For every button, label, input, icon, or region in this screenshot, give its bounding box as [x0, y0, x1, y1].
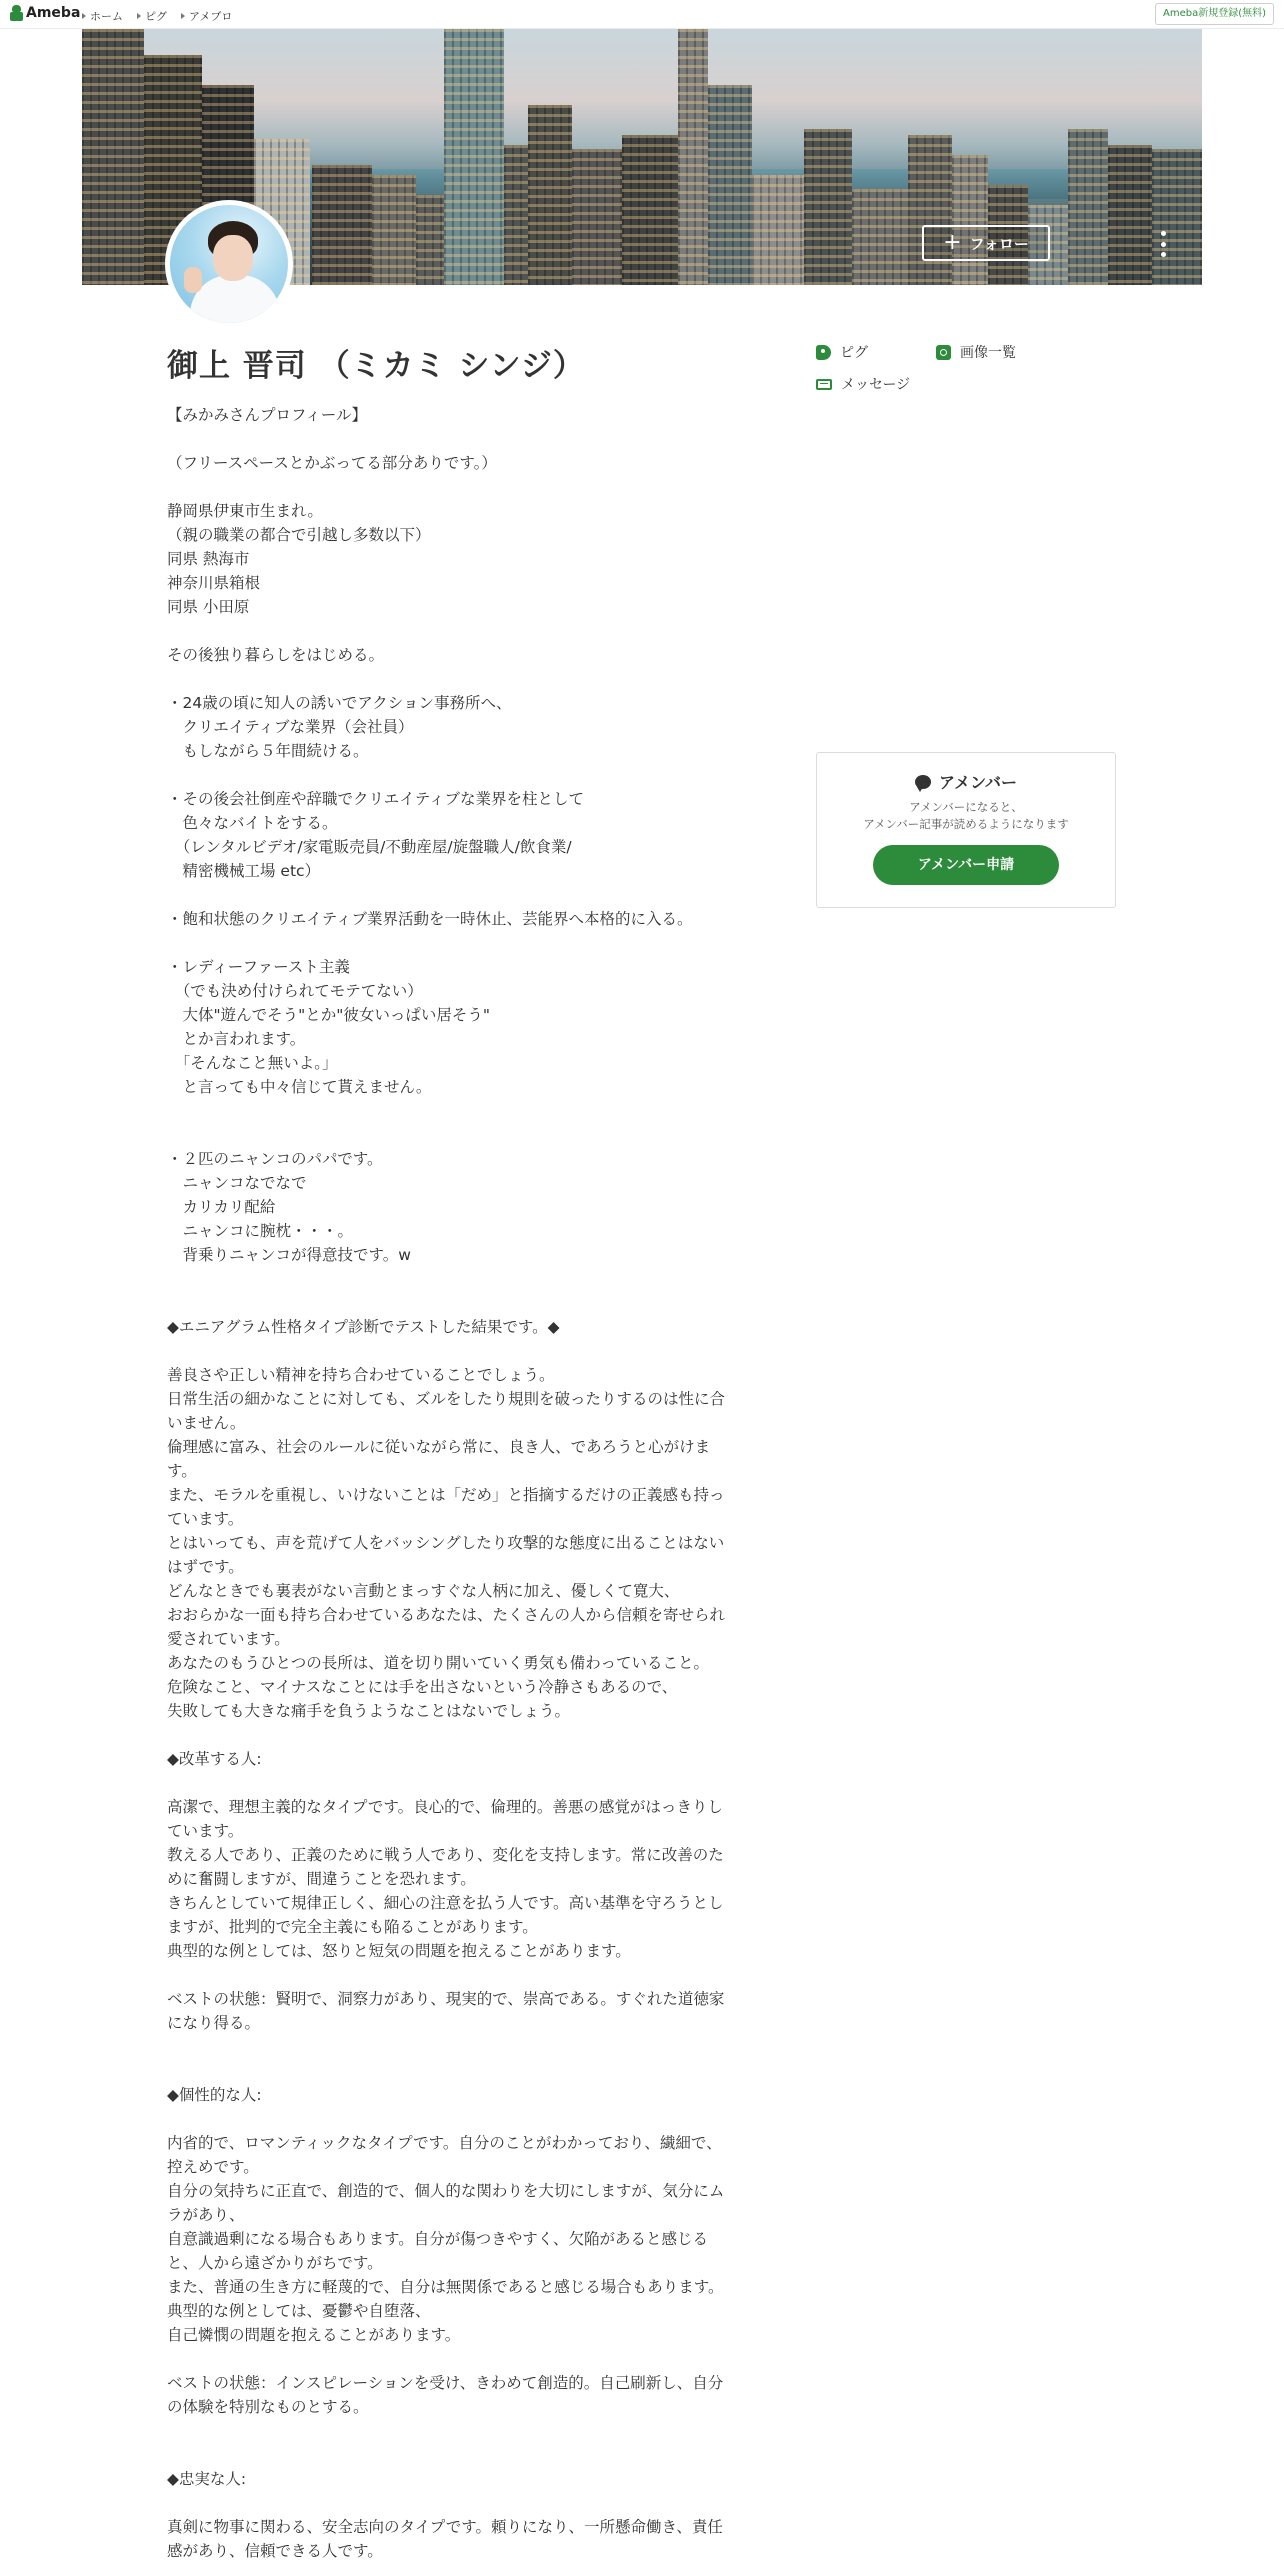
banner-building [752, 175, 804, 285]
nav-home-label: ホーム [90, 10, 123, 23]
top-nav [82, 8, 232, 24]
profile-name: 御上 晋司 （ミカミ シンジ） [167, 348, 585, 384]
nav-pigg[interactable] [137, 8, 167, 24]
banner-building [952, 155, 988, 285]
camera-icon [936, 345, 951, 360]
profile-text: 【みかみさんプロフィール】 （フリースペースとかぶってる部分ありです。） 静岡県伊東市生まれ。 （親の職業の都合で引越し多数以下） 同県 熱海市 神奈川県箱根 同県 小田原 その後独り暮らしをはじめる。 ・24歳の頃に知人の誘いでアクション事務所へ、 クリエイティブな業界（会社員） もしながら５年間続ける。 ・その後会社倒産や辞職でクリエイティブな業界を柱として 色々なバイトをする。 （レンタルビデオ/家電販売員/不動産屋/旋盤職人/飲食業/ 精密機械工場 etc） ・飽和状態のクリエイティブ業界活動を一時休止、芸能界へ本格的に入る。 ・レディーファースト主義 （でも決め付けられてモテてない） 大体"遊んでそう"とか"彼女いっぱい居そう" とか言われます。 「そんなこと無いよ。」 と言っても中々信じて貰えません。 ・２匹のニャンコのパパです。 ニャンコなでなで カリカリ配給 ニャンコに腕枕・・・。 背乗りニャンコが得意技です。w ◆エニアグラム性格タイプ診断でテストした結果です。◆ 善良さや正しい精神を持ち合わせていることでしょう。 日常生活の細かなことに対しても、ズルをしたり規則を破ったりするのは性に合いません。 倫理感に富み、社会のルールに従いながら常に、良き人、であろうと心がけます。 また、モラルを重視し、いけないことは「だめ」と指摘するだけの正義感も持っています。 とはいっても、声を荒げて人をバッシングしたり攻撃的な態度に出ることはないはずです。 どんなときでも裏表がない言動とまっすぐな人柄に加え、優しくて寛大、 おおらかな一面も持ち合わせているあなたは、たくさんの人から信頼を寄せられ愛されています。 あなたのもうひとつの長所は、道を切り開いていく勇気も備わっていること。 危険なこと、マイナスなことには手を出さないという冷静さもあるので、 失敗しても大きな痛手を負うようなことはないでしょう。 ◆改革する人: 高潔で、理想主義的なタイプです。良心的で、倫理的。善悪の感覚がはっきりしています。 教える人であり、正義のために戦う人であり、変化を支持します。常に改善のために奮闘しますが、間違うことを恐れます。 きちんとしていて規律正しく、細心の注意を払う人です。高い基準を守ろうとしますが、批判的で完全主義にも陥ることがあります。 典型的な例としては、怒りと短気の問題を抱えることがあります。 ベストの状態：賢明で、洞察力があり、現実的で、崇高である。すぐれた道徳家になり得る。 ◆個性的な人: 内省的で、ロマンティックなタイプです。自分のことがわかっており、繊細で、控えめです。 自分の気持ちに正直で、創造的で、個人的な関わりを大切にしますが、気分にムラがあり、 自意識過剰になる場合もあります。自分が傷つきやすく、欠陥があると感じると、人から遠ざかりがちです。 また、普通の生き方に軽蔑的で、自分は無関係であると感じる場合もあります。典型的な例としては、憂鬱や自堕落、 自己憐憫の問題を抱えることがあります。 ベストの状態：インスピレーションを受け、きわめて創造的。自己刷新し、自分の体験を特別なものとする。 ◆忠実な人: 真剣に物事に関わる、安全志向のタイプです。頼りになり、一所懸命働き、責任感があり、信頼できる人です。 [167, 406, 726, 2560]
pigg-icon [816, 345, 831, 360]
follow-button[interactable] [922, 225, 1050, 261]
banner-building [372, 175, 416, 285]
banner-building [1152, 149, 1202, 285]
amember-icon [915, 775, 931, 789]
caret-right-icon [82, 13, 86, 19]
amember-apply-button[interactable]: アメンバー申請 [873, 845, 1059, 885]
follow-label: フォロー [969, 234, 1029, 253]
caret-right-icon [137, 13, 141, 19]
more-options-icon[interactable] [1160, 231, 1166, 257]
banner-building [678, 29, 708, 285]
banner-building [504, 145, 528, 285]
banner-building [444, 29, 504, 285]
amember-desc-line2: アメンバー記事が読めるようになります [863, 817, 1069, 831]
banner-building [1068, 129, 1108, 285]
avatar [165, 200, 293, 328]
image-list-label: 画像一覧 [960, 345, 1016, 361]
banner-building [804, 129, 852, 285]
pigg-link-label: ピグ [840, 345, 868, 361]
banner-building [312, 165, 372, 285]
message-link[interactable] [816, 374, 910, 394]
banner-building [416, 195, 444, 285]
banner-building [1108, 145, 1152, 285]
ameba-logo[interactable] [10, 5, 80, 21]
amember-box [816, 752, 1116, 908]
banner-building [622, 135, 678, 285]
banner-building [708, 85, 752, 285]
ameba-logo-icon [10, 5, 23, 21]
banner-building [528, 105, 572, 285]
caret-right-icon [181, 13, 185, 19]
plus-icon: + [943, 230, 962, 255]
amember-desc-line1: アメンバーになると、 [909, 800, 1023, 814]
amember-description [817, 799, 1115, 833]
banner-building [852, 189, 908, 285]
signup-button[interactable]: Ameba新規登録(無料) [1155, 3, 1274, 25]
nav-home[interactable] [82, 8, 123, 24]
nav-pigg-label: ピグ [145, 10, 167, 23]
logo-text: Ameba [26, 5, 81, 21]
pigg-link[interactable] [816, 342, 868, 362]
nav-ameblo[interactable] [181, 8, 232, 24]
banner-building [908, 135, 952, 285]
banner-building [82, 29, 144, 285]
banner-building [572, 149, 622, 285]
global-header [0, 0, 1284, 29]
nav-ameblo-label: アメブロ [189, 10, 233, 23]
amember-title [817, 770, 1115, 793]
message-link-label: メッセージ [841, 377, 911, 393]
image-list-link[interactable] [936, 342, 1016, 362]
mail-icon [816, 379, 832, 390]
amember-title-label: アメンバー [939, 773, 1017, 792]
